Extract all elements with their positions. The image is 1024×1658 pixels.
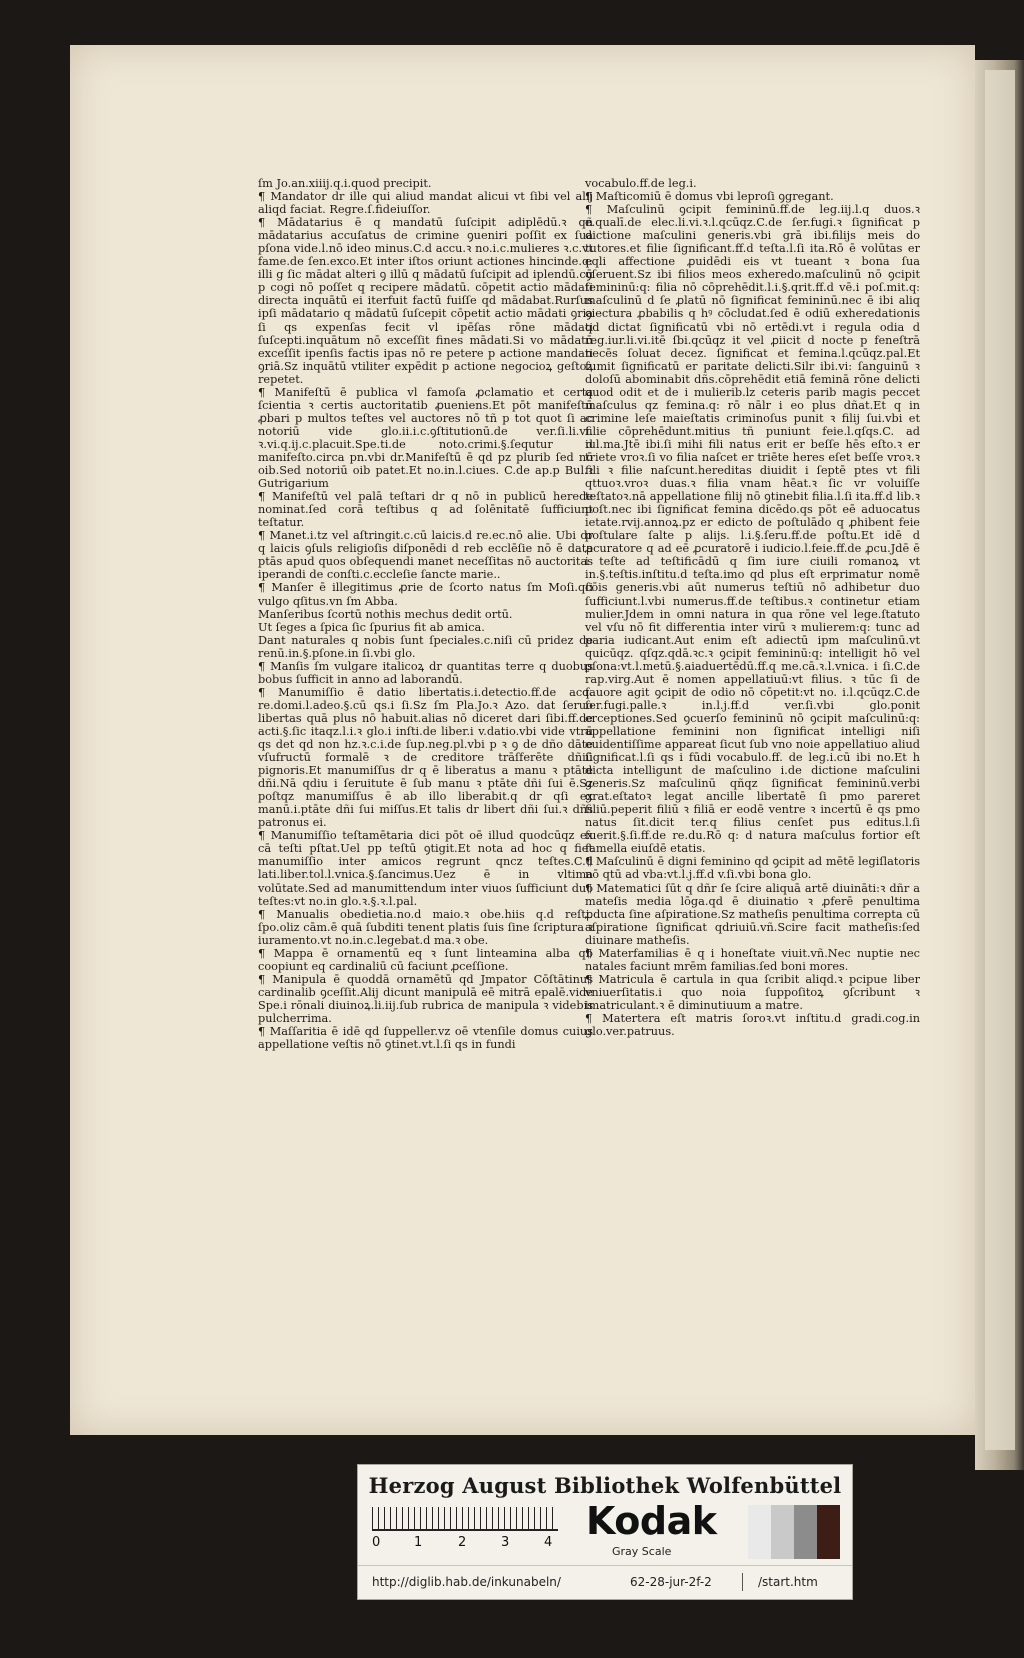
ruler-number: 4	[544, 1535, 553, 1550]
text-paragraph: ¶ Manſer ē illegitimus ꝓrie de ſcorto natus ſm Moſi.qſi vulgo qſitus.vn ſm Abba.	[258, 581, 593, 608]
gray-swatch	[817, 1505, 840, 1559]
library-color-card	[357, 1464, 853, 1600]
text-paragraph: vocabulo.ff.de leg.i.	[585, 177, 697, 190]
text-paragraph: Ut ſeges a ſpica ſic ſpurius fit ab amica.	[258, 620, 485, 634]
text-column-left	[258, 177, 593, 1051]
shelfmark: 62-28-jur-2f-2	[630, 1575, 712, 1589]
text-paragraph: ¶ Manifeſtū ē publica vl famoſa ꝓclamatio et certa ſcientia ꝛ certis auctoritatib ꝓueniens.Et pōt manifeſtū ꝓbari p multos teſtes vel auctores nō tñ p tot quot ſi ac notoriū vide glo.ii.i.c.ꝯſtitutionū.de ver.ſi.li.vi. ꝛ.vi.q.ij.c.placuit.Spe.ti.de noto.crimi.§.ſequtur d manifeſto.circa pn.vbi dr.Manifeſtū ē qd pz plurib ſed nō oib.Sed notoriū oib patet.Et no.in.l.ciues. C.de ap.p Bul.ꝛ Gutrigarium	[258, 385, 593, 491]
text-paragraph: ¶ Mādatarius ē q mandatū ſuſcipit adiplēdū.ꝛ qñ mādatarius accuſatus de crimine ꝯueniri poſſit ex ſua pſona vide.l.nō ideo minus.C.d accu.ꝛ no.i.c.mulieres ꝛ.c.vt fame.de ſen.exco.Et inter iſtos oriunt actiones hincinde.q: illi g ſic mādat alteri ꝯ illū q mādatū ſuſcipit ad iplendū.cū p cogi nō poſſet q recipere mādatū. cōpetit actio mādati directa inquātū ei iterfuit factū fuiſſe qd mādabat.Rurſus ipſi mādatario q mādatū ſuſcepit cōpetit actio mādati ꝯria ſi qs expenſas fecit vl ipēſas rōne mādati ſuſcepti.inquātum nō exceſſit fines mādati.Si vo mādatū exceſſit ipenſis factis ipas nō re petere p actione mandati ꝯriā.Sz inquātū vtiliter expēdit p actione negocioꝝ geſtoꝝ repetet.	[258, 216, 593, 386]
text-paragraph: ¶ Manſis ſm vulgare italicoꝝ dr quantitas terre q duobus bobus ſufficit in anno ad laborandū.	[258, 659, 593, 686]
text-paragraph: ¶ Manipula ē quoddā ornamētū qd Jmpator Cōſtātinus cardinalib ꝯceſſit.Alij dicunt manipulā eē mitrā epalē.vide Spe.i rōnali diuinoꝝ.li.iij.ſub rubrica de manipula ꝛ videbis pulcherrima.	[258, 972, 593, 1025]
card-divider	[358, 1565, 852, 1566]
scale-ruler	[372, 1507, 558, 1531]
text-paragraph: ¶ Maſculinū ē digni feminino qd ꝯcipit ad mētē legiſlatoris nō qtū ad vba:vt.l.j.ff.d v.ſi.vbi bona glo.	[585, 855, 920, 882]
text-paragraph: ¶ Manualis obedietia.no.d maio.ꝛ obe.hiis q.d reſti. ſpo.oliz cām.ē quā ſubditi tenent platis ſuis ſine ſcriptura ꝛ iuramento.vt no.in.c.legebat.d ma.ꝛ obe.	[258, 907, 593, 947]
collection-url: http://diglib.hab.de/inkunabeln/	[372, 1575, 561, 1589]
start-page-link: /start.htm	[758, 1575, 818, 1589]
facing-page-strip	[985, 70, 1015, 1450]
ruler-number: 0	[372, 1535, 381, 1550]
text-paragraph: ¶ Manumiſſio ē datio libertatis.i.detectio.ff.de acq. re.domi.l.adeo.§.cū qs.i ſi.Sz ſm Pla.Jo.ꝛ Azo. dat ſeruo libertas quā plus nō habuit.alias nō diceret dari ſibi.ff.de acti.§.ſic itaqz.l.i.ꝛ glo.i inſti.de liber.i v.datio.vbi vide vtrū qs det qd non hz.ꝛ.c.i.de ſup.neg.pl.vbi p ꝛ ꝯ de dño dāte vſufructū formalē ꝛ de creditore trāſferēte dñiū pignoris.Et manumiſſus dr q ē liberatus a manu ꝛ ptāte dñi.Nā qdiu i ſeruitute ē ſub manu ꝛ ptāte dñi ſui ē.Sz poſtqz manumiſſus ē ab illo liberabit.q dr qſi ex manū.i.ptāte dñi ſui miſſus.Et talis dr libert dñi ſui.ꝛ dñs patronus ei.	[258, 685, 593, 830]
text-paragraph: ¶ Matematici ſūt q dñr ſe ſcire aliquā artē diuināti:ꝛ dñr a mateſis media lōga.qd ē diuinatio ꝛ ꝓferē penultima ꝓducta ſine aſpiratione.Sz matheſis penultima correpta cū aſpiratione ſignificat qdriuiū.vñ.Scire facit matheſis:ſed diuinare matheſis.	[585, 881, 920, 947]
kodak-logo: Kodak	[586, 1499, 717, 1543]
library-title: Herzog August Bibliothek Wolfenbüttel	[368, 1473, 842, 1498]
card-separator	[742, 1573, 743, 1591]
text-paragraph: Dant naturales q nobis ſunt ſpeciales.c.niſi cū pridez de renū.in.§.pſone.in ſi.vbi glo.	[258, 633, 593, 660]
text-paragraph: ¶ Maſticomiū ē domus vbi leproſi ꝯgregant.	[585, 190, 834, 204]
text-paragraph: ¶ Materfamilias ē q i honeſtate viuit.vñ.Nec nuptie nec natales faciunt mrēm familias.ſed boni mores.	[585, 946, 920, 973]
text-column-right	[585, 177, 920, 1038]
text-paragraph: ¶ Matricula ē cartula in qua ſcribit aliqd.ꝛ pcipue liber vniuerſitatis.i quo noia ſuppoſitoꝝ ꝯſcribunt ꝛ imatriculant.ꝛ ē diminutiuum a matre.	[585, 972, 920, 1012]
text-paragraph: ¶ Manet.i.tz vel aſtringit.c.cū laicis.d re.ec.nō alie. Ubi dr q laicis ꝯſuls religioſis diſponēdi d reb ecclēſie nō ē data ptās apud quos obſequendi manet neceſſitas nō auctoritas iperandi de conſti.c.eccleſie ſancte marie..	[258, 529, 593, 582]
text-paragraph: ſm Jo.an.xiiij.q.i.quod precipit.	[258, 177, 432, 190]
gray-scale-label: Gray Scale	[612, 1545, 672, 1558]
ruler-number: 2	[458, 1535, 467, 1550]
text-paragraph: ¶ Mandator dr ille qui aliud mandat alicui vt ſibi vel alij aliqd faciat. Regre.ſ.fideiuſſor.	[258, 190, 593, 217]
text-paragraph: ¶ Mappa ē ornamentū eq ꝛ ſunt linteamina alba qb coopiunt eq cardinaliū cū faciunt ꝓceſſione.	[258, 946, 593, 973]
gray-swatch	[748, 1505, 771, 1559]
gray-scale-swatches	[748, 1505, 840, 1559]
text-paragraph: Manſeribus ſcortū nothis mechus dedit ortū.	[258, 607, 513, 621]
text-paragraph: ¶ Matertera eſt matris ſoroꝛ.vt inſtitu.d gradi.cog.in glo.ver.patruus.	[585, 1012, 920, 1039]
text-paragraph: ¶ Maſculinū ꝯcipit femininū.ff.de leg.iij.l.q duos.ꝛ e.qualī.de elec.li.vi.ꝛ.l.qcūqz.C.de ſer.fugi.ꝛ ſignificat p dictione maſculini generis.vbi grā ibi.filijs meis do tutores.et filie ſignificant.ff.d teſta.l.ſi ita.Rō ē volūtas er eqli affectione ꝓuidēdi eis vt tueant ꝛ bona ſua ꝯſeruent.Sz ibi filios meos exheredo.maſculinū nō ꝯcipit femininū:q: filia nō cōprehēdit.l.i.§.qrit.ff.d vē.i poſ.mit.q: maſculinū d ſe ꝓlatū nō ſignificat femininū.nec ē ibi aliq ꝯiectura ꝓbabilis q hꝰ cōcludat.ſed ē odiū exheredationis qd dictat ſignificatū vbi nō ertēdi.vt i regula odia d reg.iur.li.vi.itē ſbi.qcūqz it vel ꝓiicit d nocte p feneſtrā necēs ſoluat decez. ſignificat et femina.l.qcūqz.pal.Et ſumit ſignificatū er paritate delicti.Silr ibi.vi: ſanguinū ꝛ doloſū abominabit dñs.cōprehēdit etiā feminā rōne delicti quod odit et de i mulierib.lz ceteris parib magis peccet maſculus qz femina.q: rō nālr i eo plus dñat.Et q in crimine leſe maieſtatis criminoſus punit ꝛ filij ſui.vbi et filie cōprehēdunt.mitius tñ puniunt feie.l.qſqs.C. ad iul.ma.Jtē ibi.ſi mihi fili natus erit er beſſe hēs eſto.ꝛ er triete vroꝛ.ſi vo filia naſcet er triēte heres eſet beſſe vroꝛ.ꝛ fili ꝛ filie naſcunt.hereditas diuidit i ſeptē ptes vt fili qttuoꝛ.vroꝛ duas.ꝛ filia vnam hēat.ꝛ ſic vr voluiſſe teſtatoꝛ.nā appellatione filij nō ꝯtinebit filia.l.ſi ita.ff.d lib.ꝛ poſt.nec ibi ſignificat femina dicēdo.qs pōt eē aduocatus ietate.rvij.annoꝝ.pz er edicto de poſtulādo q ꝓhibent feie poſtulare ſalte p alijs. l.i.§.ſeru.ff.de poſtu.Et idē d ꝓcuratore q ad eē ꝓcuratorē i iudicio.l.feie.ff.de ꝓcu.Jdē ē i teſte ad teſtificādū q ſim iure ciuili romanoꝝ vt in.§.teſtis.inſtitu.d teſta.imo qd plus eſt erprimatur nomē cōis generis.vbi aūt numerus teſtiū nō adhibetur duo ſufficiunt.l.vbi numerus.ff.de teſtibus.ꝛ continetur etiam mulier.Jdem in omni natura in qua rōne vel lege.ſtatuto vel vſu nō fit differentia inter virū ꝛ mulierem:q: tunc ad paria iudicant.Aut enim eſt adiectū ipm maſculinū.vt quicūqz. qſqz.qdā.ꝛc.ꝛ ꝯcipit femininū:q: intelligit hō vel ꝑſona:vt.l.metū.§.aiaduertēdū.ff.q me.cā.ꝛ.l.vnica. i ſi.C.de rap.virg.Aut ē nomen appellatiuū:vt filius. ꝛ tūc ſi de fauore agit ꝯcipit de odio nō cōpetit:vt no. i.l.qcūqz.C.de ſer.fugi.palle.ꝛ in.l.j.ff.d ver.ſi.vbi glo.ponit erceptiones.Sed ꝯcuerſo femininū nō ꝯcipit maſculinū:q: appellatione feminini non ſignificat intelligi niſi euidentiſſime appareat ſicut ſub vno noie appellatiuo aliud ſignificat.l.ſi qs i fūdi vocabulo.ff. de leg.i.cū ibi no.Et h dicta intelligunt de maſculino i.de dictione maſculini generis.Sz maſculinū qñqz ſignificat femininū.verbi grat.eſtatoꝛ legat ancille libertatē ſi pmo pareret filiū.peperit filiū ꝛ filiā er eodē ventre ꝛ incertū ē qs pmo natus ſit.dicit ter.q filius cenſet pus editus.l.ſi fuerit.§.ſi.ff.de re.du.Rō q: d natura maſculus fortior eſt famella eiuſdē etatis.	[585, 203, 920, 856]
text-paragraph: ¶ Manifeſtū vel palā teſtari dr q nō in publicū herede nominat.ſed corā teſtibus q ad ſolēnitatē ſufficiunt teſtatur.	[258, 490, 593, 530]
text-paragraph: ¶ Manumiſſio teſtamētaria dici pōt oē illud quodcūqz ex cā teſti pſtat.Uel pp teſtū ꝯtigit.Et nota ad hoc q fiet manumiſſio inter amicos regrunt qncz teſtes.C.d lati.liber.tol.l.vnica.§.ſancimus.Uez ē in vltima volūtate.Sed ad manumittendum inter viuos ſufficiunt duo teſtes:vt no.in glo.ꝛ.§.ꝛ.l.pal.	[258, 829, 593, 908]
gray-swatch	[771, 1505, 794, 1559]
ruler-number: 1	[414, 1535, 423, 1550]
ruler-number: 3	[501, 1535, 510, 1550]
gray-swatch	[794, 1505, 817, 1559]
text-paragraph: ¶ Maſſaritia ē idē qd ſuppeller.vz oē vtenſile domus cuius appellatione veſtis nō ꝯtinet.vt.l.ſi qs in fundi	[258, 1025, 593, 1052]
